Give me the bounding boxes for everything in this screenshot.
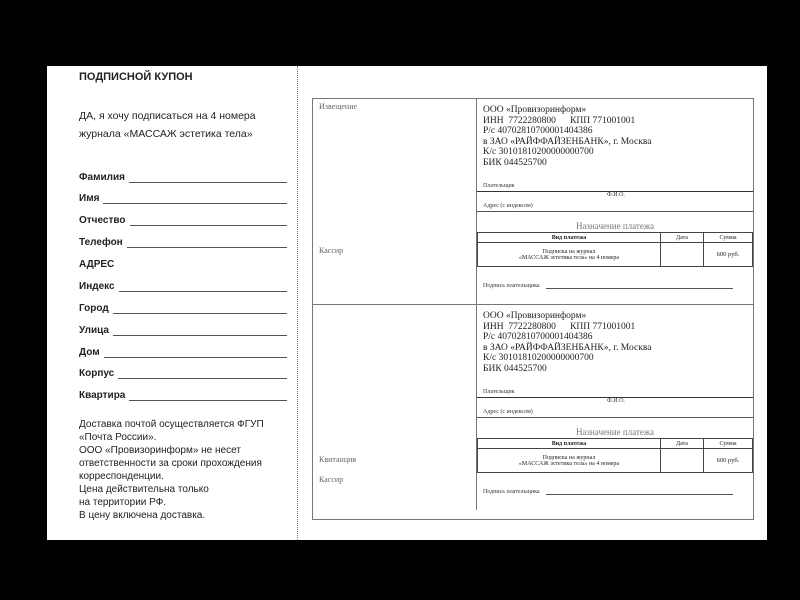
payee-details <box>483 105 651 168</box>
payment-table <box>477 232 753 267</box>
amount-cell: 600 руб. <box>704 449 753 473</box>
address-heading <box>79 256 287 270</box>
payee-column <box>477 305 753 510</box>
section-label: Квитанция <box>319 455 357 464</box>
payee-line: Р/с 40702810700001404386 <box>483 332 593 342</box>
payee-line: в ЗАО «РАЙФФАЙЗЕНБАНК», г. Москва <box>483 342 652 353</box>
field-label: Улица <box>79 325 109 336</box>
phone-field[interactable] <box>79 234 287 248</box>
building-field[interactable] <box>79 365 287 379</box>
payment-purpose-heading: Назначение платежа <box>575 427 655 437</box>
patronymic-field[interactable] <box>79 212 287 226</box>
coupon-intro-line: ДА, я хочу подписаться на 4 номера <box>79 110 256 122</box>
city-field[interactable] <box>79 300 287 314</box>
label-column <box>313 99 477 304</box>
house-field[interactable] <box>79 344 287 358</box>
divider <box>477 211 753 212</box>
payee-line: ООО «Провизоринформ» <box>483 105 587 115</box>
payee-column <box>477 99 753 304</box>
field-label: Дом <box>79 347 100 358</box>
payee-line: ИНН 7722280800 КПП 771001001 <box>483 321 636 332</box>
payment-receipt <box>312 98 754 520</box>
field-label: Телефон <box>79 237 123 248</box>
field-label: Фамилия <box>79 172 125 183</box>
index-field[interactable] <box>79 278 287 292</box>
signature-label: Подпись плательщика <box>483 283 540 289</box>
cashier-label: Кассир <box>319 475 344 484</box>
signature-label: Подпись плательщика <box>483 489 540 495</box>
note-line: Доставка почтой осуществляется ФГУП <box>79 419 264 430</box>
col-header: Сумма <box>704 233 753 243</box>
payee-line: К/с 30101810200000000700 <box>483 353 594 363</box>
name-field[interactable] <box>79 190 287 204</box>
payment-type-line: «МАССАЖ эстетика тела» на 4 номера <box>518 254 620 261</box>
note-line: Цена действительна только <box>79 484 209 495</box>
field-label: Имя <box>79 193 100 204</box>
surname-field[interactable] <box>79 169 287 183</box>
col-header: Вид платежа <box>478 233 661 243</box>
payment-type-cell <box>478 449 661 473</box>
payment-type-line: Подписка на журнал <box>542 248 596 255</box>
field-label: Город <box>79 303 109 314</box>
street-field[interactable] <box>79 322 287 336</box>
payer-label: Плательщик <box>483 183 515 189</box>
notice-section <box>313 99 753 305</box>
col-header: Дата <box>661 439 704 449</box>
payment-type-line: «МАССАЖ эстетика тела» на 4 номера <box>518 460 620 467</box>
payment-type-cell <box>478 243 661 267</box>
note-line: ООО «Провизоринформ» не несет <box>79 445 241 456</box>
payer-label: Плательщик <box>483 389 515 395</box>
note-line: ответственности за сроки прохождения <box>79 458 262 469</box>
note-line: «Почта России». <box>79 432 157 443</box>
col-header: Дата <box>661 233 704 243</box>
coupon-title: ПОДПИСНОЙ КУПОН <box>79 71 193 83</box>
field-label: Индекс <box>79 281 115 292</box>
payee-line: в ЗАО «РАЙФФАЙЗЕНБАНК», г. Москва <box>483 136 652 147</box>
fio-label[interactable]: Ф.И.О. <box>607 398 625 404</box>
amount-cell: 600 руб. <box>704 243 753 267</box>
section-label: Извещение <box>319 102 358 111</box>
cashier-label: Кассир <box>319 246 344 255</box>
signature-field[interactable] <box>483 489 733 495</box>
address-heading-text: АДРЕС <box>79 259 115 270</box>
divider <box>477 417 753 418</box>
payee-line: ООО «Провизоринформ» <box>483 311 587 321</box>
address-label[interactable]: Адрес (с индексом) <box>483 203 533 209</box>
payee-details <box>483 311 651 374</box>
label-column <box>313 305 477 510</box>
payee-line: БИК 044525700 <box>483 157 547 168</box>
note-line: на территории РФ. <box>79 497 167 508</box>
field-label: Квартира <box>79 390 126 401</box>
coupon-intro-line: журнала «МАССАЖ эстетика тела» <box>79 128 253 140</box>
payment-purpose-heading: Назначение платежа <box>575 221 655 231</box>
document-page <box>47 66 767 540</box>
fio-label[interactable]: Ф.И.О. <box>607 192 625 198</box>
payment-type-line: Подписка на журнал <box>542 454 596 461</box>
receipt-section <box>313 305 753 510</box>
field-label: Корпус <box>79 368 115 379</box>
col-header: Вид платежа <box>478 439 661 449</box>
payee-line: Р/с 40702810700001404386 <box>483 126 593 136</box>
address-label[interactable]: Адрес (с индексом) <box>483 409 533 415</box>
date-cell[interactable] <box>661 243 704 267</box>
note-line: В цену включена доставка. <box>79 510 206 521</box>
signature-field[interactable] <box>483 283 733 289</box>
perforation-line <box>297 66 298 540</box>
col-header: Сумма <box>704 439 753 449</box>
field-label: Отчество <box>79 215 126 226</box>
payee-line: К/с 30101810200000000700 <box>483 147 594 157</box>
payee-line: БИК 044525700 <box>483 363 547 374</box>
date-cell[interactable] <box>661 449 704 473</box>
payment-table <box>477 438 753 473</box>
apartment-field[interactable] <box>79 387 287 401</box>
delivery-notes <box>79 418 289 522</box>
note-line: корреспонденции. <box>79 471 164 482</box>
payee-line: ИНН 7722280800 КПП 771001001 <box>483 115 636 126</box>
